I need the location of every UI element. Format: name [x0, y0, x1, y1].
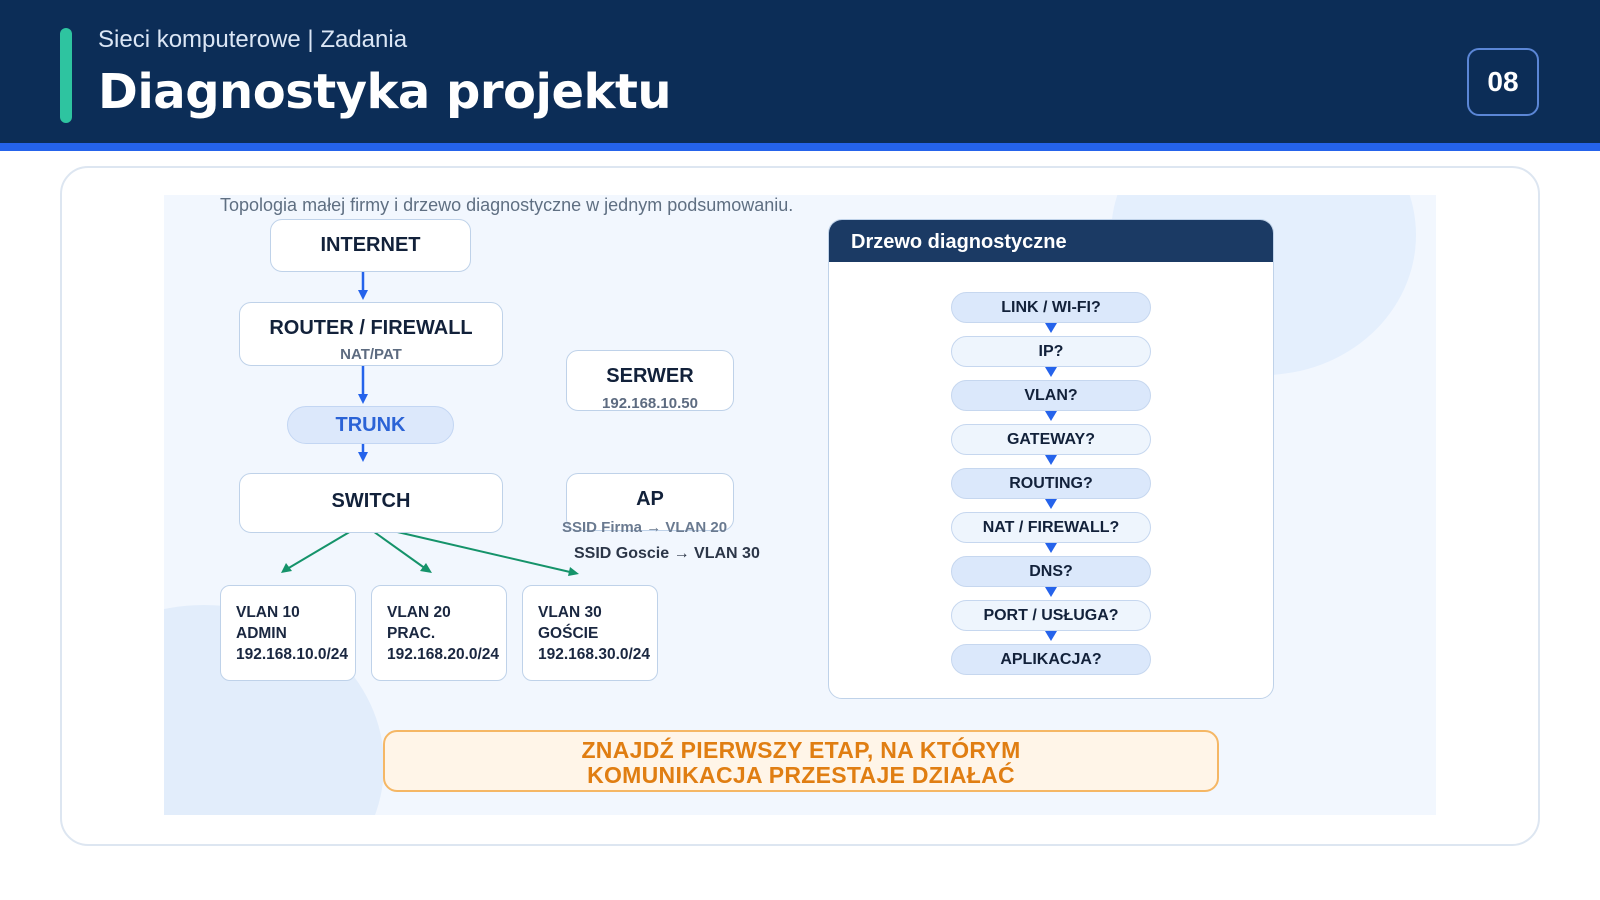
arrowhead-switch-vlan30	[568, 567, 579, 576]
tree-step: ROUTING?	[951, 468, 1151, 499]
router-label: ROUTER / FIREWALL	[269, 317, 473, 339]
vlan-id: VLAN 30	[538, 604, 602, 621]
switch-label: SWITCH	[331, 490, 411, 512]
tree-arrow	[1045, 543, 1057, 553]
tree-step: VLAN?	[951, 380, 1151, 411]
trunk-node: TRUNK	[287, 406, 454, 444]
vlan-subnet: 192.168.10.0/24	[236, 646, 349, 663]
ssid-firma-label: SSID Firma → VLAN 20	[562, 519, 728, 536]
tree-arrow	[1045, 499, 1057, 509]
vlan-name: GOŚCIE	[538, 625, 599, 642]
vlan-id: VLAN 20	[387, 604, 451, 621]
vlan-subnet: 192.168.20.0/24	[387, 646, 500, 663]
vlan-id: VLAN 10	[236, 604, 300, 621]
header-stripe	[0, 143, 1600, 151]
tree-arrow	[1045, 455, 1057, 465]
internet-label: INTERNET	[320, 234, 421, 256]
ap-label: AP	[636, 488, 664, 510]
diagram-caption: Topologia małej firmy i drzewo diagnostyczne w jednym podsumowaniu.	[220, 195, 794, 215]
slide-title: Diagnostyka projektu	[98, 64, 672, 120]
page-number-badge: 08	[1467, 48, 1539, 116]
accent-bar	[60, 28, 72, 123]
arrowhead-router-trunk	[358, 394, 368, 404]
vlan-subnet: 192.168.30.0/24	[538, 646, 651, 663]
server-label: SERWER	[606, 365, 694, 387]
ssid-goscie-label: SSID Goscie → VLAN 30	[574, 545, 760, 562]
diagram-area	[164, 195, 1436, 815]
arrowhead-internet-router	[358, 290, 368, 300]
tree-arrow	[1045, 367, 1057, 377]
internet-node	[270, 219, 471, 272]
vlan-box-10	[220, 585, 356, 681]
tree-step: LINK / WI-FI?	[951, 292, 1151, 323]
arrowhead-switch-vlan20	[420, 563, 432, 573]
tree-arrow	[1045, 631, 1057, 641]
server-ip: 192.168.10.50	[602, 395, 698, 412]
server-node	[566, 350, 734, 411]
tree-step: NAT / FIREWALL?	[951, 512, 1151, 543]
tree-step: APLIKACJA?	[951, 644, 1151, 675]
vlan-name: PRAC.	[387, 625, 436, 642]
router-node	[239, 302, 503, 366]
tree-step: DNS?	[951, 556, 1151, 587]
vlan-box-20	[371, 585, 507, 681]
callout-banner	[383, 730, 1219, 792]
diagnostic-tree-panel	[828, 219, 1274, 699]
callout-line-1: ZNAJDŹ PIERWSZY ETAP, NA KTÓRYM	[581, 737, 1021, 763]
tree-step: GATEWAY?	[951, 424, 1151, 455]
tree-step: PORT / USŁUGA?	[951, 600, 1151, 631]
router-sublabel: NAT/PAT	[340, 346, 402, 363]
arrowhead-trunk-switch	[358, 452, 368, 462]
tree-arrow	[1045, 323, 1057, 333]
slide-subtitle: Sieci komputerowe | Zadania	[98, 26, 408, 53]
vlan-name: ADMIN	[236, 625, 287, 642]
diagnostic-tree-title: Drzewo diagnostyczne	[829, 220, 1273, 262]
tree-arrow	[1045, 411, 1057, 421]
vlan-box-30	[522, 585, 658, 681]
tree-arrow	[1045, 587, 1057, 597]
switch-node	[239, 473, 503, 533]
callout-line-2: KOMUNIKACJA PRZESTAJE DZIAŁAĆ	[587, 762, 1015, 788]
tree-step: IP?	[951, 336, 1151, 367]
